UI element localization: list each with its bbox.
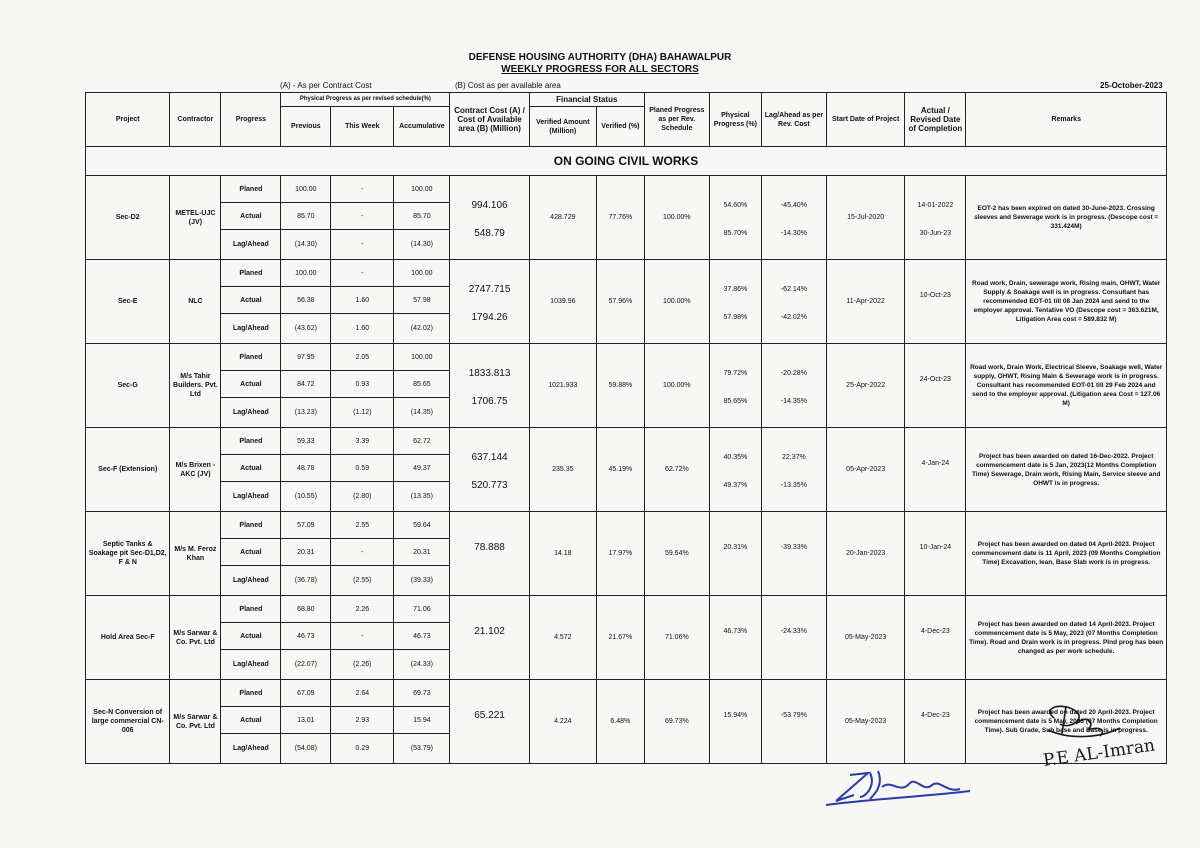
accumulative-value: 20.31	[394, 539, 450, 566]
table-row	[86, 680, 1167, 707]
progress-type: Planed	[221, 176, 281, 203]
signature-blue	[820, 765, 980, 825]
progress-table	[85, 92, 1167, 764]
remarks: Road work, Drain, sewerage work, Rising main, OHWT, Water Supply & Soakage well is in progress. Consultant has recommended EOT-01 till 08 Jan 2024 and send to the employer approval. Tentative VO (Descope cost = 363.621M, Litigation Area cost = 589.832 M)	[966, 260, 1167, 344]
table-row	[86, 428, 1167, 455]
lag-ahead	[761, 176, 826, 260]
accumulative-value: 71.06	[394, 596, 450, 623]
previous-value: 100.00	[281, 260, 331, 287]
accumulative-value: (24.33)	[394, 650, 450, 680]
contract-cost	[450, 176, 529, 260]
table-row	[86, 512, 1167, 539]
verified-percent: 59.88%	[596, 344, 644, 428]
remarks: Project has been awarded on dated 14 April-2023. Project commencement date is 5 May, 2023 (07 Months Completion Time). Road and Drain work is in progress. Plnd prog has been changed as per work schedule.	[966, 596, 1167, 680]
accumulative-value: 46.73	[394, 623, 450, 650]
contractor-name: NLC	[170, 260, 221, 344]
lag-ahead-b: -13.35%	[780, 481, 807, 489]
contract-cost-a: 78.888	[474, 541, 505, 553]
previous-value: (43.62)	[281, 314, 331, 344]
remarks: Project has been awarded on dated 04 April-2023. Project commencement date is 11 April, 2023 (09 Months Completion Time) Excavation, lean, Base Slab work is in progress.	[966, 512, 1167, 596]
completion-date	[905, 176, 966, 260]
accumulative-value: 15.94	[394, 707, 450, 734]
verified-percent: 17.97%	[596, 512, 644, 596]
signature-text: P.E AL-Imran	[1041, 735, 1157, 771]
contract-cost-a: 637.144	[471, 451, 508, 463]
physical-progress-a: 54.60%	[723, 201, 748, 209]
start-date: 20-Jan-2023	[826, 512, 904, 596]
col-accumulative: Accumulative	[394, 107, 450, 147]
accumulative-value: 59.64	[394, 512, 450, 539]
this-week-value: 0.29	[331, 734, 394, 764]
completion-date	[905, 512, 966, 596]
contract-cost-a: 65.221	[474, 709, 505, 721]
this-week-value: 0.93	[331, 371, 394, 398]
accumulative-value: 49.37	[394, 455, 450, 482]
progress-type: Lag/Ahead	[221, 314, 281, 344]
col-contract-cost: Contract Cost (A) / Cost of Available area (B) (Million)	[450, 93, 529, 147]
lag-ahead-a: -20.28%	[780, 369, 807, 377]
previous-value: (10.55)	[281, 482, 331, 512]
completion-date-a: 4-Dec-23	[920, 627, 950, 635]
this-week-value: -	[331, 176, 394, 203]
contractor-name: METEL-UJC (JV)	[170, 176, 221, 260]
progress-type: Actual	[221, 287, 281, 314]
this-week-value: 2.05	[331, 344, 394, 371]
physical-progress-a: 15.94%	[723, 711, 748, 719]
progress-type: Planed	[221, 260, 281, 287]
previous-value: 13.01	[281, 707, 331, 734]
lag-ahead	[761, 428, 826, 512]
project-name: Sec-G	[86, 344, 170, 428]
start-date: 25-Apr-2022	[826, 344, 904, 428]
completion-date	[905, 344, 966, 428]
previous-value: 97.95	[281, 344, 331, 371]
lag-ahead-a: -45.40%	[780, 201, 807, 209]
physical-progress	[709, 176, 761, 260]
accumulative-value: 100.00	[394, 344, 450, 371]
col-physical-progress: Physical Progress (%)	[709, 93, 761, 147]
previous-value: (22.07)	[281, 650, 331, 680]
physical-progress	[709, 260, 761, 344]
this-week-value: 0.59	[331, 455, 394, 482]
progress-type: Lag/Ahead	[221, 398, 281, 428]
contract-cost-b: 548.79	[474, 227, 505, 239]
col-verified-pct: Verified (%)	[596, 107, 644, 147]
this-week-value: 2.26	[331, 596, 394, 623]
previous-value: 46.73	[281, 623, 331, 650]
progress-type: Planed	[221, 596, 281, 623]
verified-amount: 4.224	[529, 680, 596, 764]
completion-date-a: 10-Jan-24	[919, 543, 952, 551]
progress-type: Planed	[221, 680, 281, 707]
accumulative-value: 69.73	[394, 680, 450, 707]
physical-progress-a: 79.72%	[723, 369, 748, 377]
progress-type: Actual	[221, 623, 281, 650]
completion-date-a: 10-Oct-23	[919, 291, 951, 299]
contract-cost-a: 1833.813	[468, 367, 511, 379]
remarks: EOT-2 has been expired on dated 30-June-2023. Crossing sleeves and Sewerage work is in progress. (Descope cost = 331.424M)	[966, 176, 1167, 260]
previous-value: 48.78	[281, 455, 331, 482]
progress-type: Lag/Ahead	[221, 566, 281, 596]
progress-type: Planed	[221, 344, 281, 371]
col-verified-amount: Verified Amount (Million)	[529, 107, 596, 147]
this-week-value: 2.55	[331, 512, 394, 539]
previous-value: 57.09	[281, 512, 331, 539]
table-row	[86, 596, 1167, 623]
this-week-value: (2.26)	[331, 650, 394, 680]
verified-amount: 428.729	[529, 176, 596, 260]
project-name: Hold Area Sec-F	[86, 596, 170, 680]
accumulative-value: 100.00	[394, 260, 450, 287]
planned-progress: 100.00%	[644, 176, 709, 260]
contractor-name: M/s Sarwar & Co. Pvt. Ltd	[170, 596, 221, 680]
completion-date-a: 14-01-2022	[917, 201, 954, 209]
contractor-name: M/s Tahir Builders. Pvt. Ltd	[170, 344, 221, 428]
accumulative-value: (53.79)	[394, 734, 450, 764]
project-name: Sec-N Conversion of large commercial CN-006	[86, 680, 170, 764]
accumulative-value: 100.00	[394, 176, 450, 203]
contract-cost	[450, 260, 529, 344]
contract-cost	[450, 428, 529, 512]
physical-progress-b: 49.37%	[723, 481, 748, 489]
contract-cost	[450, 596, 529, 680]
physical-progress	[709, 596, 761, 680]
progress-type: Lag/Ahead	[221, 734, 281, 764]
contract-cost-b: 520.773	[471, 479, 508, 491]
completion-date-a: 24-Oct-23	[919, 375, 951, 383]
planned-progress: 100.00%	[644, 260, 709, 344]
previous-value: 100.00	[281, 176, 331, 203]
completion-date	[905, 680, 966, 764]
remarks: Road work, Drain Work, Electrical Sleeve, Soakage well, Water supply, OHWT, Rising Main & Sewerage work is in progress. Consultant has recommended EOT-01 till 29 Feb 2024 and send to the employer approval. (Litigation area Cost = 127.06 M)	[966, 344, 1167, 428]
this-week-value: 2.93	[331, 707, 394, 734]
document-title: DEFENSE HOUSING AUTHORITY (DHA) BAHAWALPUR	[468, 52, 732, 63]
project-name: Sec-F (Extension)	[86, 428, 170, 512]
verified-percent: 6.48%	[596, 680, 644, 764]
accumulative-value: 62.72	[394, 428, 450, 455]
note-b: (B) Cost as per available area	[455, 81, 561, 90]
accumulative-value: (42.02)	[394, 314, 450, 344]
progress-type: Actual	[221, 455, 281, 482]
contract-cost-a: 21.102	[474, 625, 505, 637]
this-week-value: 3.39	[331, 428, 394, 455]
progress-type: Planed	[221, 428, 281, 455]
project-name: Septic Tanks & Soakage pit Sec-D1,D2, F & N	[86, 512, 170, 596]
completion-date-b: 30-Jun-23	[919, 229, 952, 237]
physical-progress-b: 57.98%	[723, 313, 748, 321]
report-date: 25-October-2023	[1100, 81, 1163, 90]
start-date: 11-Apr-2022	[826, 260, 904, 344]
verified-amount: 1039.96	[529, 260, 596, 344]
col-financial-group: Financial Status	[529, 93, 644, 107]
table-row	[86, 176, 1167, 203]
progress-type: Actual	[221, 707, 281, 734]
lag-ahead	[761, 512, 826, 596]
col-remarks: Remarks	[966, 93, 1167, 147]
col-physical-group: Physical Progress as per revised schedule(%)	[281, 93, 450, 107]
this-week-value: -	[331, 623, 394, 650]
completion-date	[905, 260, 966, 344]
previous-value: 67.09	[281, 680, 331, 707]
lag-ahead-a: -24.33%	[780, 627, 807, 635]
this-week-value: -	[331, 203, 394, 230]
col-contractor: Contractor	[170, 93, 221, 147]
contract-cost-a: 994.106	[471, 199, 508, 211]
completion-date-a: 4-Jan-24	[921, 459, 950, 467]
this-week-value: (1.12)	[331, 398, 394, 428]
previous-value: 68.80	[281, 596, 331, 623]
completion-date-a: 4-Dec-23	[920, 711, 950, 719]
start-date: 05-May-2023	[826, 596, 904, 680]
previous-value: 56.38	[281, 287, 331, 314]
contract-cost-a: 2747.715	[468, 283, 511, 295]
remarks: Project has been awarded on dated 16-Dec-2022. Project commencement date is 5 Jan, 2023(12 Months Completion Time) Sewerage, Drain work, Rising Main, Service sleeve and OHWT is in progress.	[966, 428, 1167, 512]
lag-ahead-b: -14.30%	[780, 229, 807, 237]
lag-ahead-a: -62.14%	[780, 285, 807, 293]
contract-cost-b: 1706.75	[471, 395, 508, 407]
progress-type: Planed	[221, 512, 281, 539]
contractor-name: M/s M. Feroz Khan	[170, 512, 221, 596]
completion-date	[905, 428, 966, 512]
progress-type: Lag/Ahead	[221, 650, 281, 680]
remarks: Project has been awarded on dated 20 April-2023. Project commencement date is 5 May, 2023 (07 Months Completion Time). Sub Grade, Sub base and Base is in progress.	[966, 680, 1167, 764]
previous-value: (54.08)	[281, 734, 331, 764]
verified-percent: 21.67%	[596, 596, 644, 680]
lag-ahead-a: -53.79%	[780, 711, 807, 719]
planned-progress: 59.64%	[644, 512, 709, 596]
signature-pe-alimran	[1040, 700, 1170, 780]
contract-cost-b: 1794.26	[471, 311, 508, 323]
project-name: Sec-E	[86, 260, 170, 344]
col-previous: Previous	[281, 107, 331, 147]
table-row	[86, 344, 1167, 371]
planned-progress: 69.73%	[644, 680, 709, 764]
physical-progress-a: 40.35%	[723, 453, 748, 461]
physical-progress-b: 85.70%	[723, 229, 748, 237]
verified-amount: 4.572	[529, 596, 596, 680]
note-a: (A) - As per Contract Cost	[280, 81, 372, 90]
contractor-name: M/s Brixen - AKC (JV)	[170, 428, 221, 512]
this-week-value: 2.64	[331, 680, 394, 707]
col-lag-ahead: Lag/Ahead as per Rev. Cost	[761, 93, 826, 147]
verified-percent: 45.19%	[596, 428, 644, 512]
verified-amount: 1021.933	[529, 344, 596, 428]
physical-progress-b: 85.65%	[723, 397, 748, 405]
previous-value: 20.31	[281, 539, 331, 566]
planned-progress: 62.72%	[644, 428, 709, 512]
this-week-value: -	[331, 260, 394, 287]
physical-progress-a: 37.86%	[723, 285, 748, 293]
accumulative-value: 85.65	[394, 371, 450, 398]
previous-value: 84.72	[281, 371, 331, 398]
lag-ahead-a: 22.37%	[782, 453, 806, 461]
start-date: 05-Apr-2023	[826, 428, 904, 512]
previous-value: 85.70	[281, 203, 331, 230]
accumulative-value: 57.98	[394, 287, 450, 314]
physical-progress	[709, 680, 761, 764]
this-week-value: 1.60	[331, 314, 394, 344]
verified-percent: 77.76%	[596, 176, 644, 260]
lag-ahead-a: -39.33%	[780, 543, 807, 551]
lag-ahead	[761, 260, 826, 344]
col-project: Project	[86, 93, 170, 147]
progress-type: Actual	[221, 203, 281, 230]
physical-progress-a: 20.31%	[723, 543, 748, 551]
start-date: 05-May-2023	[826, 680, 904, 764]
col-completion: Actual / Revised Date of Completion	[905, 93, 966, 147]
start-date: 15-Jul-2020	[826, 176, 904, 260]
previous-value: 59.33	[281, 428, 331, 455]
previous-value: (13.23)	[281, 398, 331, 428]
contractor-name: M/s Sarwar & Co. Pvt. Ltd	[170, 680, 221, 764]
physical-progress-a: 46.73%	[723, 627, 748, 635]
project-name: Sec-D2	[86, 176, 170, 260]
this-week-value: -	[331, 539, 394, 566]
physical-progress	[709, 428, 761, 512]
accumulative-value: 85.70	[394, 203, 450, 230]
lag-ahead	[761, 596, 826, 680]
accumulative-value: (14.35)	[394, 398, 450, 428]
lag-ahead	[761, 680, 826, 764]
contract-cost	[450, 512, 529, 596]
contract-cost	[450, 344, 529, 428]
contract-cost	[450, 680, 529, 764]
planned-progress: 100.00%	[644, 344, 709, 428]
planned-progress: 71.06%	[644, 596, 709, 680]
lag-ahead-b: -14.35%	[780, 397, 807, 405]
col-planned-progress: Planed Progress as per Rev. Schedule	[644, 93, 709, 147]
progress-type: Actual	[221, 371, 281, 398]
this-week-value: (2.55)	[331, 566, 394, 596]
lag-ahead	[761, 344, 826, 428]
accumulative-value: (13.35)	[394, 482, 450, 512]
document-subtitle: WEEKLY PROGRESS FOR ALL SECTORS	[501, 64, 699, 75]
lag-ahead-b: -42.02%	[780, 313, 807, 321]
accumulative-value: (14.30)	[394, 230, 450, 260]
col-start-date: Start Date of Project	[826, 93, 904, 147]
this-week-value: 1.60	[331, 287, 394, 314]
progress-type: Actual	[221, 539, 281, 566]
verified-amount: 14.18	[529, 512, 596, 596]
previous-value: (36.78)	[281, 566, 331, 596]
table-row	[86, 260, 1167, 287]
section-title: ON GOING CIVIL WORKS	[86, 147, 1167, 176]
physical-progress	[709, 512, 761, 596]
verified-percent: 57.96%	[596, 260, 644, 344]
previous-value: (14.30)	[281, 230, 331, 260]
verified-amount: 235.35	[529, 428, 596, 512]
accumulative-value: (39.33)	[394, 566, 450, 596]
physical-progress	[709, 344, 761, 428]
col-progress: Progress	[221, 93, 281, 147]
progress-type: Lag/Ahead	[221, 230, 281, 260]
col-this-week: This Week	[331, 107, 394, 147]
completion-date	[905, 596, 966, 680]
progress-type: Lag/Ahead	[221, 482, 281, 512]
this-week-value: -	[331, 230, 394, 260]
this-week-value: (2.80)	[331, 482, 394, 512]
